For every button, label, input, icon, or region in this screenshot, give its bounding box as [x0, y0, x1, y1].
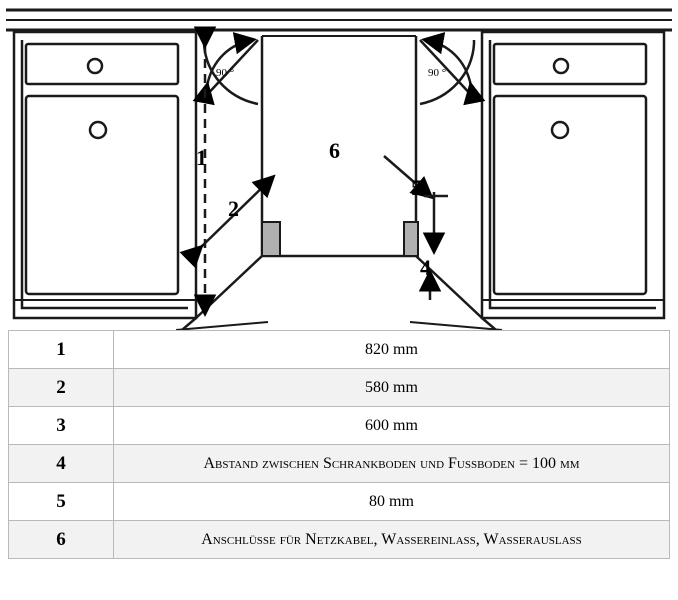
table-row [9, 445, 670, 483]
countertop-lines [6, 10, 672, 30]
table-row [9, 369, 670, 407]
row-number: 6 [9, 521, 114, 559]
row-number: 2 [9, 369, 114, 407]
row-value: Anschlüsse für Netzkabel, Wassereinlass, Wasserauslass [114, 521, 670, 559]
table-row [9, 331, 670, 369]
table-row [9, 521, 670, 559]
row-value: 580 mm [114, 369, 670, 407]
row-number: 1 [9, 331, 114, 369]
row-number: 4 [9, 445, 114, 483]
angle-label-right: 90 ° [428, 67, 447, 79]
right-cabinet [482, 32, 664, 318]
angle-arc-left [207, 40, 252, 86]
table-row [9, 483, 670, 521]
table-row [9, 407, 670, 445]
row-value: 80 mm [114, 483, 670, 521]
callout-label-4: 4 [420, 255, 431, 280]
row-number: 3 [9, 407, 114, 445]
center-niche [176, 36, 502, 330]
row-value: Abstand zwischen Schrankboden und Fußboden = 100 mm [114, 445, 670, 483]
angle-label-left: 90 ° [216, 67, 235, 79]
niche-connection-blocks [262, 222, 418, 256]
angle-arc-right [426, 40, 471, 86]
callout-label-2: 2 [228, 196, 239, 221]
callout-label-5: 5 [411, 175, 422, 200]
row-value: 600 mm [114, 407, 670, 445]
dim-line-4 [430, 192, 434, 300]
row-number: 5 [9, 483, 114, 521]
dimensions-table [8, 330, 670, 559]
callout-label-1: 1 [196, 145, 207, 170]
callout-label-6: 6 [329, 138, 340, 163]
row-value: 820 mm [114, 331, 670, 369]
left-cabinet [14, 32, 196, 318]
